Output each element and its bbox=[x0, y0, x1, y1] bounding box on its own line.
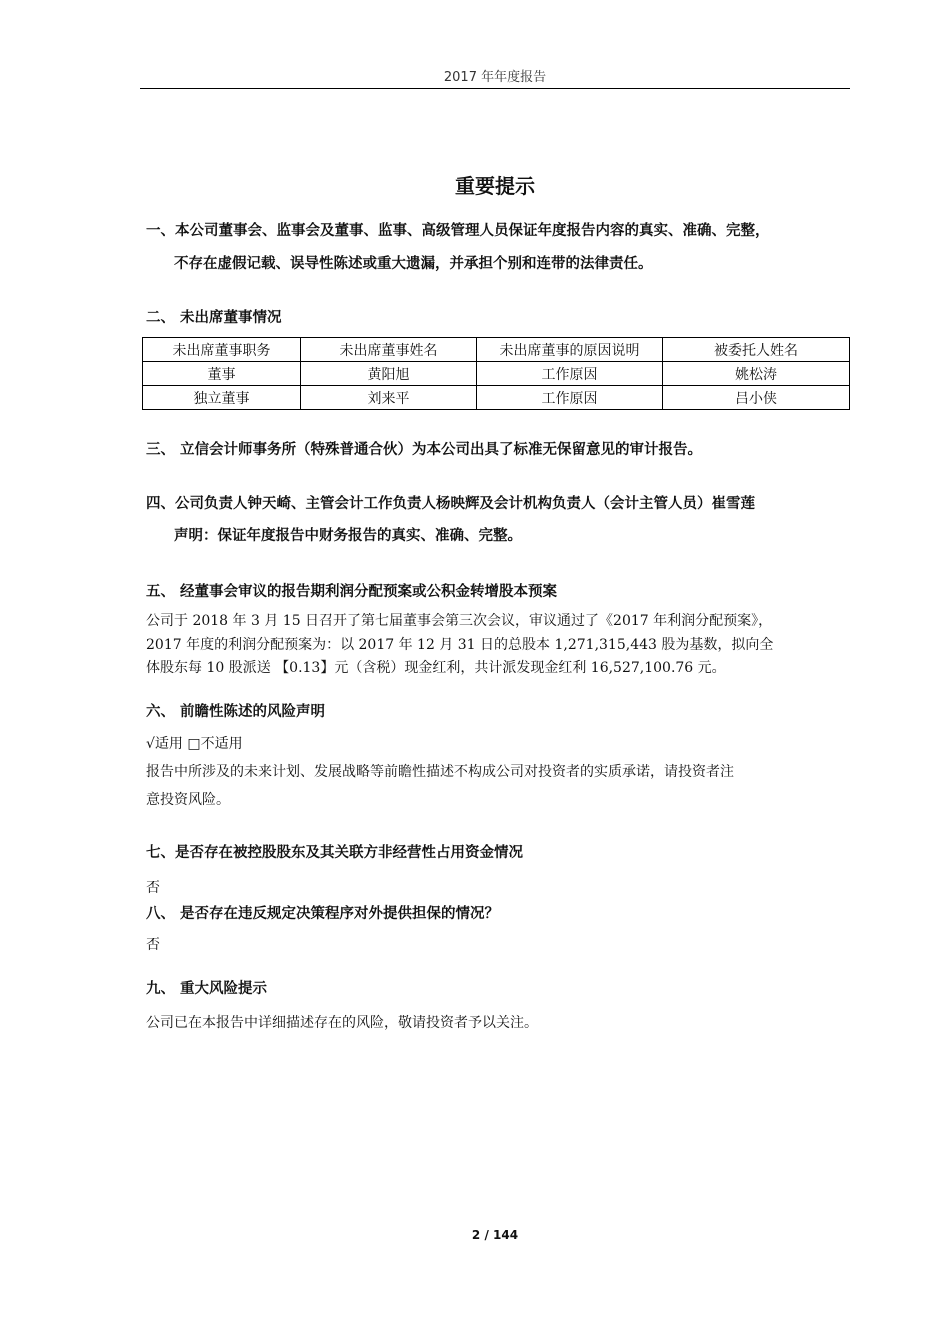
section-5-para-line-2: 2017 年度的利润分配预案为：以 2017 年 12 月 31 日的总股本 1,271,315,443 股为基数，拟向全 bbox=[146, 637, 774, 653]
table-header-row bbox=[143, 338, 850, 362]
table-cell: 工作原因 bbox=[477, 362, 663, 386]
section-7-answer: 否 bbox=[146, 880, 160, 896]
table-cell: 吕小侠 bbox=[663, 386, 850, 410]
table-cell: 工作原因 bbox=[477, 386, 663, 410]
section-1-line-1: 一、本公司董事会、监事会及董事、监事、高级管理人员保证年度报告内容的真实、准确、完整， bbox=[146, 223, 770, 239]
section-4-line-2: 声明：保证年度报告中财务报告的真实、准确、完整。 bbox=[174, 528, 522, 544]
table-header-cell: 被委托人姓名 bbox=[663, 338, 850, 362]
table-cell: 黄阳旭 bbox=[301, 362, 477, 386]
applicability-options: √适用 □不适用 bbox=[146, 736, 243, 752]
absent-directors-table bbox=[142, 337, 850, 410]
page-header: 2017 年年度报告 bbox=[443, 70, 547, 85]
section-9-heading: 九、 重大风险提示 bbox=[146, 981, 268, 997]
table-row bbox=[143, 386, 850, 410]
section-6-para-line-1: 报告中所涉及的未来计划、发展战略等前瞻性描述不构成公司对投资者的实质承诺，请投资者注 bbox=[146, 764, 734, 780]
section-8-answer: 否 bbox=[146, 937, 160, 953]
section-2-heading: 二、 未出席董事情况 bbox=[146, 310, 282, 326]
section-7-heading: 七、是否存在被控股股东及其关联方非经营性占用资金情况 bbox=[146, 845, 523, 861]
table-cell: 姚松涛 bbox=[663, 362, 850, 386]
section-8-heading: 八、 是否存在违反规定决策程序对外提供担保的情况？ bbox=[146, 906, 500, 922]
header-rule bbox=[140, 88, 850, 89]
page-number: 2 / 144 bbox=[471, 1228, 519, 1242]
table-cell: 董事 bbox=[143, 362, 301, 386]
section-4-line-1: 四、公司负责人钟天崎、主管会计工作负责人杨映辉及会计机构负责人（会计主管人员）崔雪莲 bbox=[146, 496, 755, 512]
section-5-heading: 五、 经董事会审议的报告期利润分配预案或公积金转增股本预案 bbox=[146, 584, 558, 600]
section-5-para-line-3: 体股东每 10 股派送 【0.13】元（含税）现金红利，共计派发现金红利 16,527,100.76 元。 bbox=[146, 660, 726, 676]
section-3-heading: 三、 立信会计师事务所（特殊普通合伙）为本公司出具了标准无保留意见的审计报告。 bbox=[146, 442, 703, 458]
table-cell: 刘来平 bbox=[301, 386, 477, 410]
section-9-para: 公司已在本报告中详细描述存在的风险，敬请投资者予以关注。 bbox=[146, 1015, 538, 1031]
section-5-para-line-1: 公司于 2018 年 3 月 15 日召开了第七届董事会第三次会议，审议通过了《2017 年利润分配预案》， bbox=[146, 613, 773, 629]
doc-title: 重要提示 bbox=[455, 174, 535, 198]
section-1-line-2: 不存在虚假记载、误导性陈述或重大遗漏，并承担个别和连带的法律责任。 bbox=[174, 256, 653, 272]
table-header-cell: 未出席董事职务 bbox=[143, 338, 301, 362]
table-row bbox=[143, 362, 850, 386]
table-cell: 独立董事 bbox=[143, 386, 301, 410]
section-6-heading: 六、 前瞻性陈述的风险声明 bbox=[146, 704, 326, 720]
table-header-cell: 未出席董事的原因说明 bbox=[477, 338, 663, 362]
section-6-para-line-2: 意投资风险。 bbox=[146, 792, 230, 808]
table-header-cell: 未出席董事姓名 bbox=[301, 338, 477, 362]
